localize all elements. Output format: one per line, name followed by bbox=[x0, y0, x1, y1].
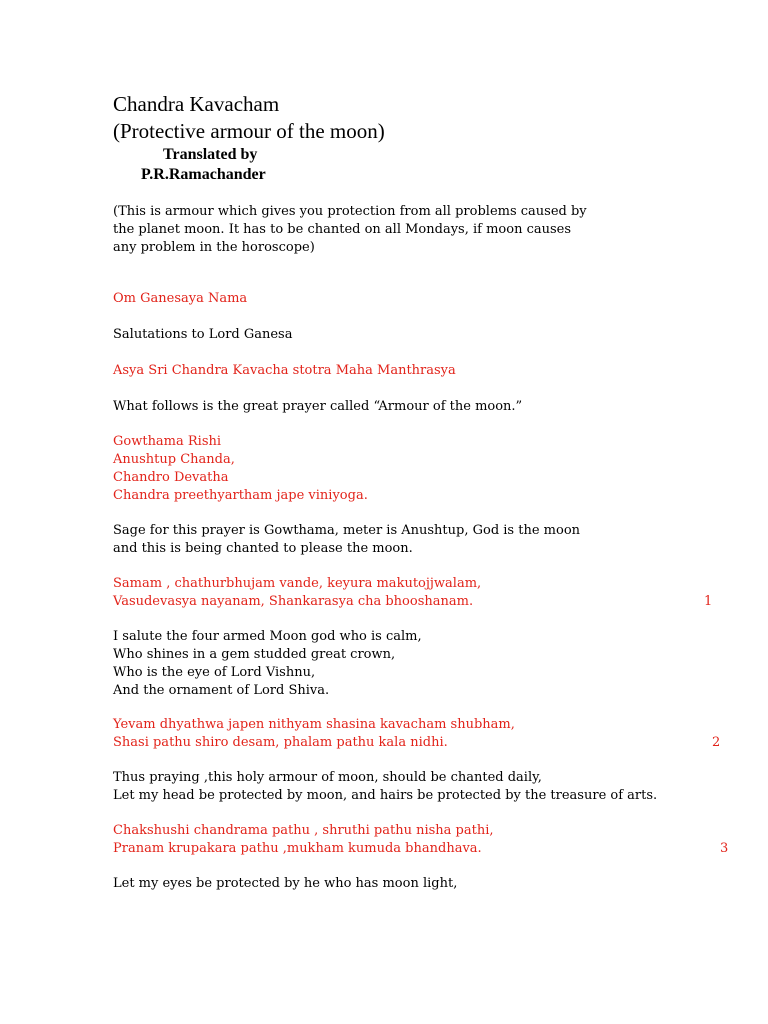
verse-3-number: 3 bbox=[720, 841, 729, 856]
verse-1-number: 1 bbox=[704, 594, 713, 609]
verse-1-sanskrit-line: Vasudevasya nayanam, Shankarasya cha bhooshanam. bbox=[113, 594, 474, 609]
document-subtitle: (Protective armour of the moon) bbox=[113, 119, 385, 143]
translated-by-label: Translated by bbox=[163, 146, 258, 163]
invocation-sanskrit: Om Ganesaya Nama bbox=[113, 291, 248, 306]
intro-mantra-translation: What follows is the great prayer called “Armour of the moon.” bbox=[113, 399, 523, 414]
verse-2-sanskrit-line: Yevam dhyathwa japen nithyam shasina kavacham shubham, bbox=[113, 717, 515, 732]
intro-line: (This is armour which gives you protection from all problems caused by bbox=[113, 204, 587, 219]
translator-name: P.R.Ramachander bbox=[141, 166, 266, 183]
verse-3-sanskrit-line: Pranam krupakara pathu ,mukham kumuda bhandhava. bbox=[113, 841, 482, 856]
intro-line: any problem in the horoscope) bbox=[113, 240, 315, 255]
document-title: Chandra Kavacham bbox=[113, 92, 280, 116]
intro-mantra-sanskrit: Asya Sri Chandra Kavacha stotra Maha Manthrasya bbox=[113, 363, 456, 378]
verse-2-sanskrit-line: Shasi pathu shiro desam, phalam pathu kala nidhi. bbox=[113, 735, 448, 750]
verse-1-translation-line: Who shines in a gem studded great crown, bbox=[113, 647, 396, 662]
dhyana-line: Chandro Devatha bbox=[113, 470, 229, 485]
intro-line: the planet moon. It has to be chanted on all Mondays, if moon causes bbox=[113, 222, 572, 237]
verse-3-sanskrit-line: Chakshushi chandrama pathu , shruthi pathu nisha pathi, bbox=[113, 823, 494, 838]
dhyana-line: Chandra preethyartham jape viniyoga. bbox=[113, 488, 368, 503]
verse-2-number: 2 bbox=[712, 735, 721, 750]
verse-1-translation-line: Who is the eye of Lord Vishnu, bbox=[113, 665, 316, 680]
verse-1-sanskrit-line: Samam , chathurbhujam vande, keyura makutojjwalam, bbox=[113, 576, 482, 591]
verse-1-translation-line: I salute the four armed Moon god who is calm, bbox=[113, 629, 422, 644]
verse-3-translation-line: Let my eyes be protected by he who has moon light, bbox=[113, 876, 458, 891]
verse-2-translation-line: Let my head be protected by moon, and hairs be protected by the treasure of arts. bbox=[113, 788, 658, 803]
dhyana-translation-line: and this is being chanted to please the moon. bbox=[113, 541, 413, 556]
invocation-translation: Salutations to Lord Ganesa bbox=[113, 327, 293, 342]
dhyana-line: Anushtup Chanda, bbox=[113, 452, 235, 467]
dhyana-line: Gowthama Rishi bbox=[113, 434, 222, 449]
dhyana-translation-line: Sage for this prayer is Gowthama, meter is Anushtup, God is the moon bbox=[113, 523, 581, 538]
verse-1-translation-line: And the ornament of Lord Shiva. bbox=[113, 683, 330, 698]
verse-2-translation-line: Thus praying ,this holy armour of moon, should be chanted daily, bbox=[113, 770, 542, 785]
